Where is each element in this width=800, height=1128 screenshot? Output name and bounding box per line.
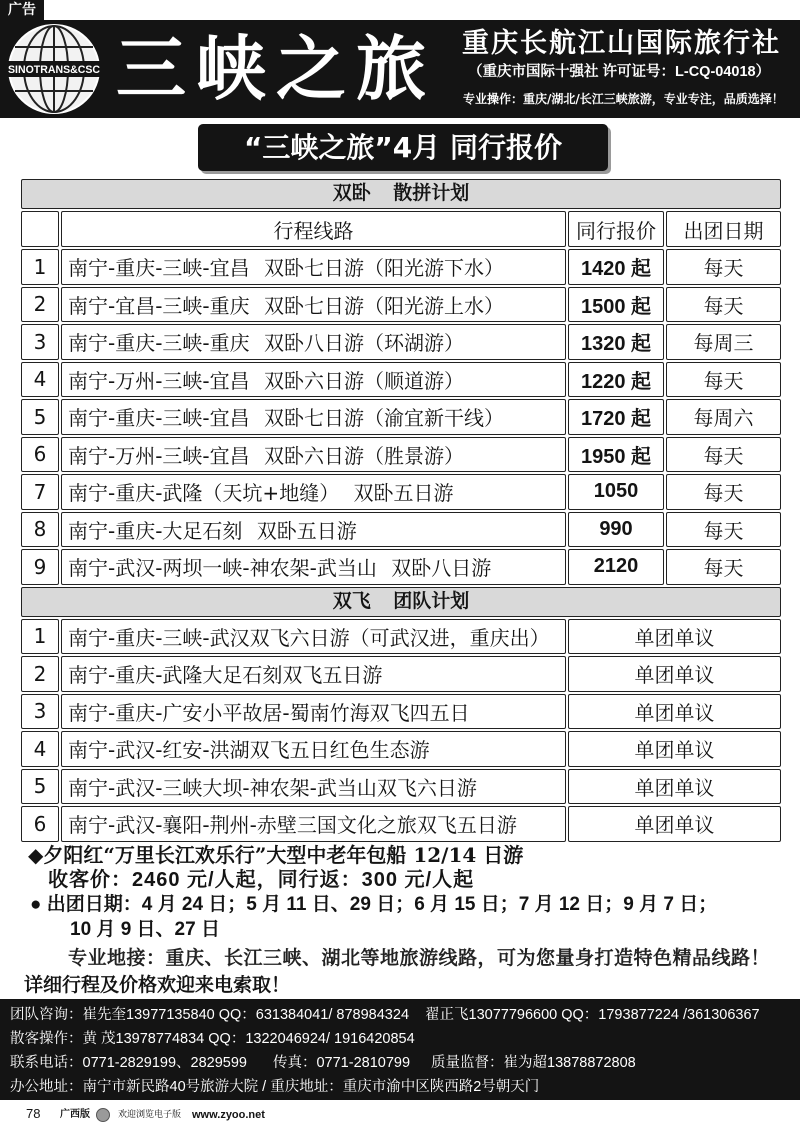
table-row bbox=[20, 323, 782, 361]
route-name: 南宁-万州-三峡-宜昌 双卧六日游（顺道游） bbox=[61, 362, 566, 398]
peer-price: 1420 起 bbox=[568, 249, 664, 285]
table-row bbox=[20, 618, 782, 656]
price-list-title: “三峡之旅”4月 同行报价 bbox=[198, 124, 608, 171]
special-cruise-dates-continued: 10 月 9 日、27 日 bbox=[70, 919, 220, 940]
site-text: 欢迎浏览电子版 bbox=[118, 1110, 182, 1120]
contact-line-retail bbox=[10, 1027, 800, 1051]
price-table bbox=[20, 178, 782, 843]
quality-supervision: 质量监督：崔为超13878872808 bbox=[431, 1055, 636, 1071]
row-number: 1 bbox=[21, 249, 59, 285]
route-name: 南宁-重庆-三峡-宜昌 双卧七日游（渝宜新干线） bbox=[61, 399, 566, 435]
departure-schedule: 每天 bbox=[666, 362, 781, 398]
section-header bbox=[20, 586, 782, 618]
peer-price: 1720 起 bbox=[568, 399, 664, 435]
row-number: 9 bbox=[21, 549, 59, 585]
row-number: 2 bbox=[21, 656, 59, 692]
site-url: www.zyoo.net bbox=[192, 1109, 265, 1121]
page-number: 78 bbox=[26, 1106, 41, 1121]
special-cruise-price: 收客价：2460 元/人起，同行返：300 元/人起 bbox=[48, 869, 475, 891]
table-row bbox=[20, 693, 782, 731]
route-name: 南宁-重庆-武隆大足石刻双飞五日游 bbox=[61, 656, 566, 692]
special-cruise-headline: ◆夕阳红“万里长江欢乐行”大型中老年包船 12/14 日游 bbox=[28, 843, 524, 867]
row-number: 4 bbox=[21, 731, 59, 767]
row-number: 5 bbox=[21, 399, 59, 435]
call-to-action: 详细行程及价格欢迎来电索取！ bbox=[24, 974, 291, 996]
column-header-row bbox=[20, 210, 782, 248]
row-number: 2 bbox=[21, 287, 59, 323]
section-title-sleeper: 双卧 散拼计划 bbox=[21, 179, 781, 209]
route-name: 南宁-武汉-红安-洪湖双飞五日红色生态游 bbox=[61, 731, 566, 767]
company-name: 重庆长航江山国际旅行社 bbox=[462, 28, 781, 59]
office-address: 办公地址：南宁市新民路40号旅游大院 / 重庆地址：重庆市渝中区陕西路2号朝天门 bbox=[10, 1079, 540, 1095]
fax-number: 传真：0771-2810799 bbox=[272, 1055, 411, 1071]
table-row bbox=[20, 398, 782, 436]
group-price: 单团单议 bbox=[568, 806, 781, 842]
departure-schedule: 每周三 bbox=[666, 324, 781, 360]
group-price: 单团单议 bbox=[568, 694, 781, 730]
departure-schedule: 每天 bbox=[666, 512, 781, 548]
special-cruise-dates: ● 出团日期：4 月 24 日；5 月 11 日、29 日；6 月 15 日；7 月 12 日；9 月 7 日； bbox=[30, 894, 718, 915]
sinotrans-globe-logo-icon bbox=[6, 23, 102, 115]
team-contact-2: 翟正飞13077796600 QQ：1793877224 /361306367 bbox=[425, 1007, 760, 1023]
peer-price: 1050 bbox=[568, 474, 664, 510]
table-row bbox=[20, 436, 782, 474]
peer-price: 990 bbox=[568, 512, 664, 548]
table-row bbox=[20, 248, 782, 286]
row-number: 8 bbox=[21, 512, 59, 548]
contact-line-team bbox=[10, 1003, 800, 1027]
table-row bbox=[20, 730, 782, 768]
column-header-no bbox=[21, 211, 59, 247]
column-header-price: 同行报价 bbox=[568, 211, 664, 247]
contact-footer bbox=[0, 999, 800, 1100]
row-number: 3 bbox=[21, 694, 59, 730]
route-name: 南宁-武汉-两坝一峡-神农架-武当山 双卧八日游 bbox=[61, 549, 566, 585]
departure-schedule: 每天 bbox=[666, 549, 781, 585]
contact-line-address bbox=[10, 1075, 800, 1099]
route-name: 南宁-重庆-三峡-重庆 双卧八日游（环湖游） bbox=[61, 324, 566, 360]
table-row bbox=[20, 511, 782, 549]
page-footer-strip bbox=[0, 1100, 800, 1128]
column-header-date: 出团日期 bbox=[666, 211, 781, 247]
route-name: 南宁-宜昌-三峡-重庆 双卧七日游（阳光游上水） bbox=[61, 287, 566, 323]
route-name: 南宁-重庆-广安小平故居-蜀南竹海双飞四五日 bbox=[61, 694, 566, 730]
departure-schedule: 每天 bbox=[666, 287, 781, 323]
promo-text: 专业地接：重庆、长江三峡、湖北等地旅游线路，可为您量身打造特色精品线路！ bbox=[68, 947, 771, 969]
table-row bbox=[20, 473, 782, 511]
peer-price: 1320 起 bbox=[568, 324, 664, 360]
column-header-route: 行程线路 bbox=[61, 211, 566, 247]
contact-line-phone bbox=[10, 1051, 800, 1075]
route-name: 南宁-武汉-三峡大坝-神农架-武当山双飞六日游 bbox=[61, 769, 566, 805]
phone-numbers: 联系电话：0771-2829199、2829599 bbox=[10, 1055, 247, 1071]
row-number: 4 bbox=[21, 362, 59, 398]
table-row bbox=[20, 361, 782, 399]
peer-price: 1950 起 bbox=[568, 437, 664, 473]
table-row bbox=[20, 655, 782, 693]
table-row bbox=[20, 805, 782, 843]
peer-price: 1500 起 bbox=[568, 287, 664, 323]
section-title-flight: 双飞 团队计划 bbox=[21, 587, 781, 617]
table-row bbox=[20, 768, 782, 806]
row-number: 6 bbox=[21, 437, 59, 473]
table-row bbox=[20, 286, 782, 324]
group-price: 单团单议 bbox=[568, 769, 781, 805]
group-price: 单团单议 bbox=[568, 731, 781, 767]
departure-schedule: 每天 bbox=[666, 249, 781, 285]
route-name: 南宁-万州-三峡-宜昌 双卧六日游（胜景游） bbox=[61, 437, 566, 473]
departure-schedule: 每天 bbox=[666, 474, 781, 510]
row-number: 5 bbox=[21, 769, 59, 805]
row-number: 6 bbox=[21, 806, 59, 842]
route-name: 南宁-武汉-襄阳-荆州-赤壁三国文化之旅双飞五日游 bbox=[61, 806, 566, 842]
header-banner bbox=[0, 20, 800, 118]
retail-contact: 散客操作：黄 茂13978774834 QQ：1322046924/ 1916420854 bbox=[10, 1031, 415, 1047]
logo-text: SINOTRANS&CSC bbox=[8, 64, 101, 76]
row-number: 3 bbox=[21, 324, 59, 360]
edition-label: 广西版 bbox=[60, 1109, 90, 1120]
route-name: 南宁-重庆-三峡-宜昌 双卧七日游（阳光游下水） bbox=[61, 249, 566, 285]
row-number: 1 bbox=[21, 619, 59, 655]
departure-schedule: 每天 bbox=[666, 437, 781, 473]
ad-tag: 广告 bbox=[0, 0, 44, 20]
group-price: 单团单议 bbox=[568, 619, 781, 655]
zyoo-logo-icon bbox=[96, 1108, 110, 1122]
route-name: 南宁-重庆-三峡-武汉双飞六日游（可武汉进，重庆出） bbox=[61, 619, 566, 655]
route-name: 南宁-重庆-武隆（天坑+地缝） 双卧五日游 bbox=[61, 474, 566, 510]
company-slogan: 专业操作：重庆/湖北/长江三峡旅游，专业专注，品质选择！ bbox=[463, 92, 784, 106]
route-name: 南宁-重庆-大足石刻 双卧五日游 bbox=[61, 512, 566, 548]
peer-price: 1220 起 bbox=[568, 362, 664, 398]
section-header bbox=[20, 178, 782, 210]
departure-schedule: 每周六 bbox=[666, 399, 781, 435]
brand-title: 三峡之旅 bbox=[116, 28, 436, 110]
group-price: 单团单议 bbox=[568, 656, 781, 692]
row-number: 7 bbox=[21, 474, 59, 510]
license-info: （重庆市国际十强社 许可证号：L-CQ-04018） bbox=[468, 64, 771, 80]
table-row bbox=[20, 548, 782, 586]
peer-price: 2120 bbox=[568, 549, 664, 585]
team-contact-1: 团队咨询：崔先奎13977135840 QQ：631384041/ 878984324 bbox=[10, 1007, 410, 1023]
